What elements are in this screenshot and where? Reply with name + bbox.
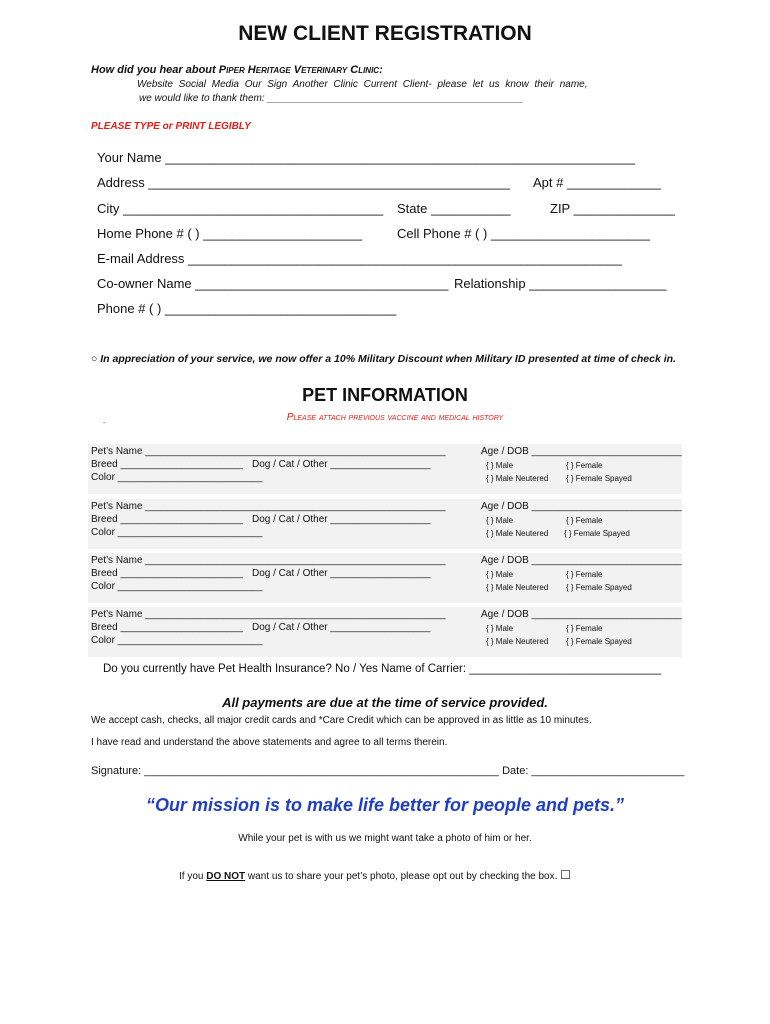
pet-block-1 — [88, 444, 682, 494]
signature-date-line[interactable]: Signature: __________________________________________________________ Date: _________________________ — [91, 765, 685, 777]
pet-breed-field[interactable]: Breed ______________________ — [91, 568, 243, 579]
home-phone-field[interactable]: Home Phone # ( ) ______________________ — [97, 226, 363, 241]
male-neutered-option[interactable]: { } Male Neutered — [486, 637, 549, 646]
male-option[interactable]: { } Male — [486, 624, 514, 633]
address-field[interactable]: Address __________________________________________________ — [97, 175, 510, 190]
stray-dash: - — [103, 418, 106, 427]
coowner-phone-field[interactable]: Phone # ( ) ________________________________ — [97, 301, 397, 316]
city-field[interactable]: City ____________________________________ — [97, 201, 384, 216]
how-heard-question — [91, 64, 383, 76]
female-option[interactable]: { } Female — [566, 461, 603, 470]
pet-name-field[interactable]: Pet’s Name ______________________________________________________ — [91, 555, 446, 566]
pet-name-field[interactable]: Pet’s Name ______________________________________________________ — [91, 609, 446, 620]
pet-name-field[interactable]: Pet’s Name ______________________________________________________ — [91, 501, 446, 512]
zip-field[interactable]: ZIP ______________ — [550, 201, 675, 216]
pet-breed-field[interactable]: Breed ______________________ — [91, 622, 243, 633]
legibly-note: PLEASE TYPE or PRINT LEGIBLY — [91, 121, 251, 132]
pet-breed-field[interactable]: Breed ______________________ — [91, 514, 243, 525]
pet-species-field[interactable]: Dog / Cat / Other __________________ — [252, 568, 431, 579]
apt-field[interactable]: Apt # _____________ — [533, 175, 661, 190]
pet-age-field[interactable]: Age / DOB ___________________________ — [481, 501, 682, 512]
female-option[interactable]: { } Female — [566, 516, 603, 525]
pet-color-field[interactable]: Color __________________________ — [91, 472, 263, 483]
payments-heading: All payments are due at the time of service provided. — [222, 695, 548, 710]
how-heard-options[interactable]: Website Social Media Our Sign Another Clinic Current Client- please let us know their name, — [137, 79, 588, 90]
male-option[interactable]: { } Male — [486, 461, 514, 470]
optout-text-before: If you — [179, 871, 207, 882]
male-neutered-option[interactable]: { } Male Neutered — [486, 529, 549, 538]
female-option[interactable]: { } Female — [566, 570, 603, 579]
male-neutered-option[interactable]: { } Male Neutered — [486, 474, 549, 483]
pet-species-field[interactable]: Dog / Cat / Other __________________ — [252, 459, 431, 470]
pet-species-field[interactable]: Dog / Cat / Other __________________ — [252, 622, 431, 633]
male-option[interactable]: { } Male — [486, 570, 514, 579]
male-neutered-option[interactable]: { } Male Neutered — [486, 583, 549, 592]
pet-color-field[interactable]: Color __________________________ — [91, 581, 263, 592]
state-field[interactable]: State ___________ — [397, 201, 511, 216]
pet-breed-field[interactable]: Breed ______________________ — [91, 459, 243, 470]
female-spayed-option[interactable]: { } Female Spayed — [564, 529, 630, 538]
pet-block-3 — [88, 553, 682, 603]
pet-color-field[interactable]: Color __________________________ — [91, 635, 263, 646]
military-discount-note: ○ In appreciation of your service, we now offer a 10% Military Discount when Military ID presented at time of check in. — [91, 353, 676, 365]
female-option[interactable]: { } Female — [566, 624, 603, 633]
pet-age-field[interactable]: Age / DOB ___________________________ — [481, 446, 682, 457]
form-title: NEW CLIENT REGISTRATION — [238, 22, 532, 45]
thank-line[interactable]: we would like to thank them: ______________________________________________ — [139, 93, 524, 104]
pet-color-field[interactable]: Color __________________________ — [91, 527, 263, 538]
pet-block-2 — [88, 499, 682, 549]
relationship-field[interactable]: Relationship ___________________ — [454, 276, 667, 291]
email-field[interactable]: E-mail Address ____________________________________________________________ — [97, 251, 622, 266]
female-spayed-option[interactable]: { } Female Spayed — [566, 474, 632, 483]
optout-text-after: want us to share your pet’s photo, please opt out by checking the box. — [245, 871, 561, 882]
agreement-statement: I have read and understand the above statements and agree to all terms therein. — [91, 737, 448, 748]
pet-age-field[interactable]: Age / DOB ___________________________ — [481, 555, 682, 566]
female-spayed-option[interactable]: { } Female Spayed — [566, 583, 632, 592]
pet-insurance-question[interactable]: Do you currently have Pet Health Insurance? No / Yes Name of Carrier: ______________________________ — [103, 663, 662, 675]
coowner-name-field[interactable]: Co-owner Name ___________________________________ — [97, 276, 449, 291]
photo-note: While your pet is with us we might want take a photo of him or her. — [238, 833, 532, 844]
payment-methods-text: We accept cash, checks, all major credit cards and *Care Credit which can be approved in as little as 10 minutes. — [91, 715, 592, 726]
your-name-field[interactable]: Your Name _________________________________________________________________ — [97, 150, 636, 165]
attach-history-note: Please attach previous vaccine and medical history — [286, 412, 504, 423]
pet-block-4 — [88, 607, 682, 657]
pet-species-field[interactable]: Dog / Cat / Other __________________ — [252, 514, 431, 525]
optout-emphasis: DO NOT — [206, 871, 246, 882]
pet-info-heading: PET INFORMATION — [302, 385, 468, 405]
pet-age-field[interactable]: Age / DOB ___________________________ — [481, 609, 682, 620]
female-spayed-option[interactable]: { } Female Spayed — [566, 637, 632, 646]
mission-statement: “Our mission is to make life better for people and pets.” — [145, 795, 625, 815]
male-option[interactable]: { } Male — [486, 516, 514, 525]
cell-phone-field[interactable]: Cell Phone # ( ) ______________________ — [397, 226, 650, 241]
how-heard-label: How did you hear about — [91, 64, 219, 76]
pet-name-field[interactable]: Pet’s Name ______________________________________________________ — [91, 446, 446, 457]
clinic-name: Piper Heritage Veterinary Clinic: — [218, 64, 383, 76]
photo-optout-line — [179, 868, 571, 882]
optout-checkbox[interactable]: ☐ — [560, 868, 571, 882]
